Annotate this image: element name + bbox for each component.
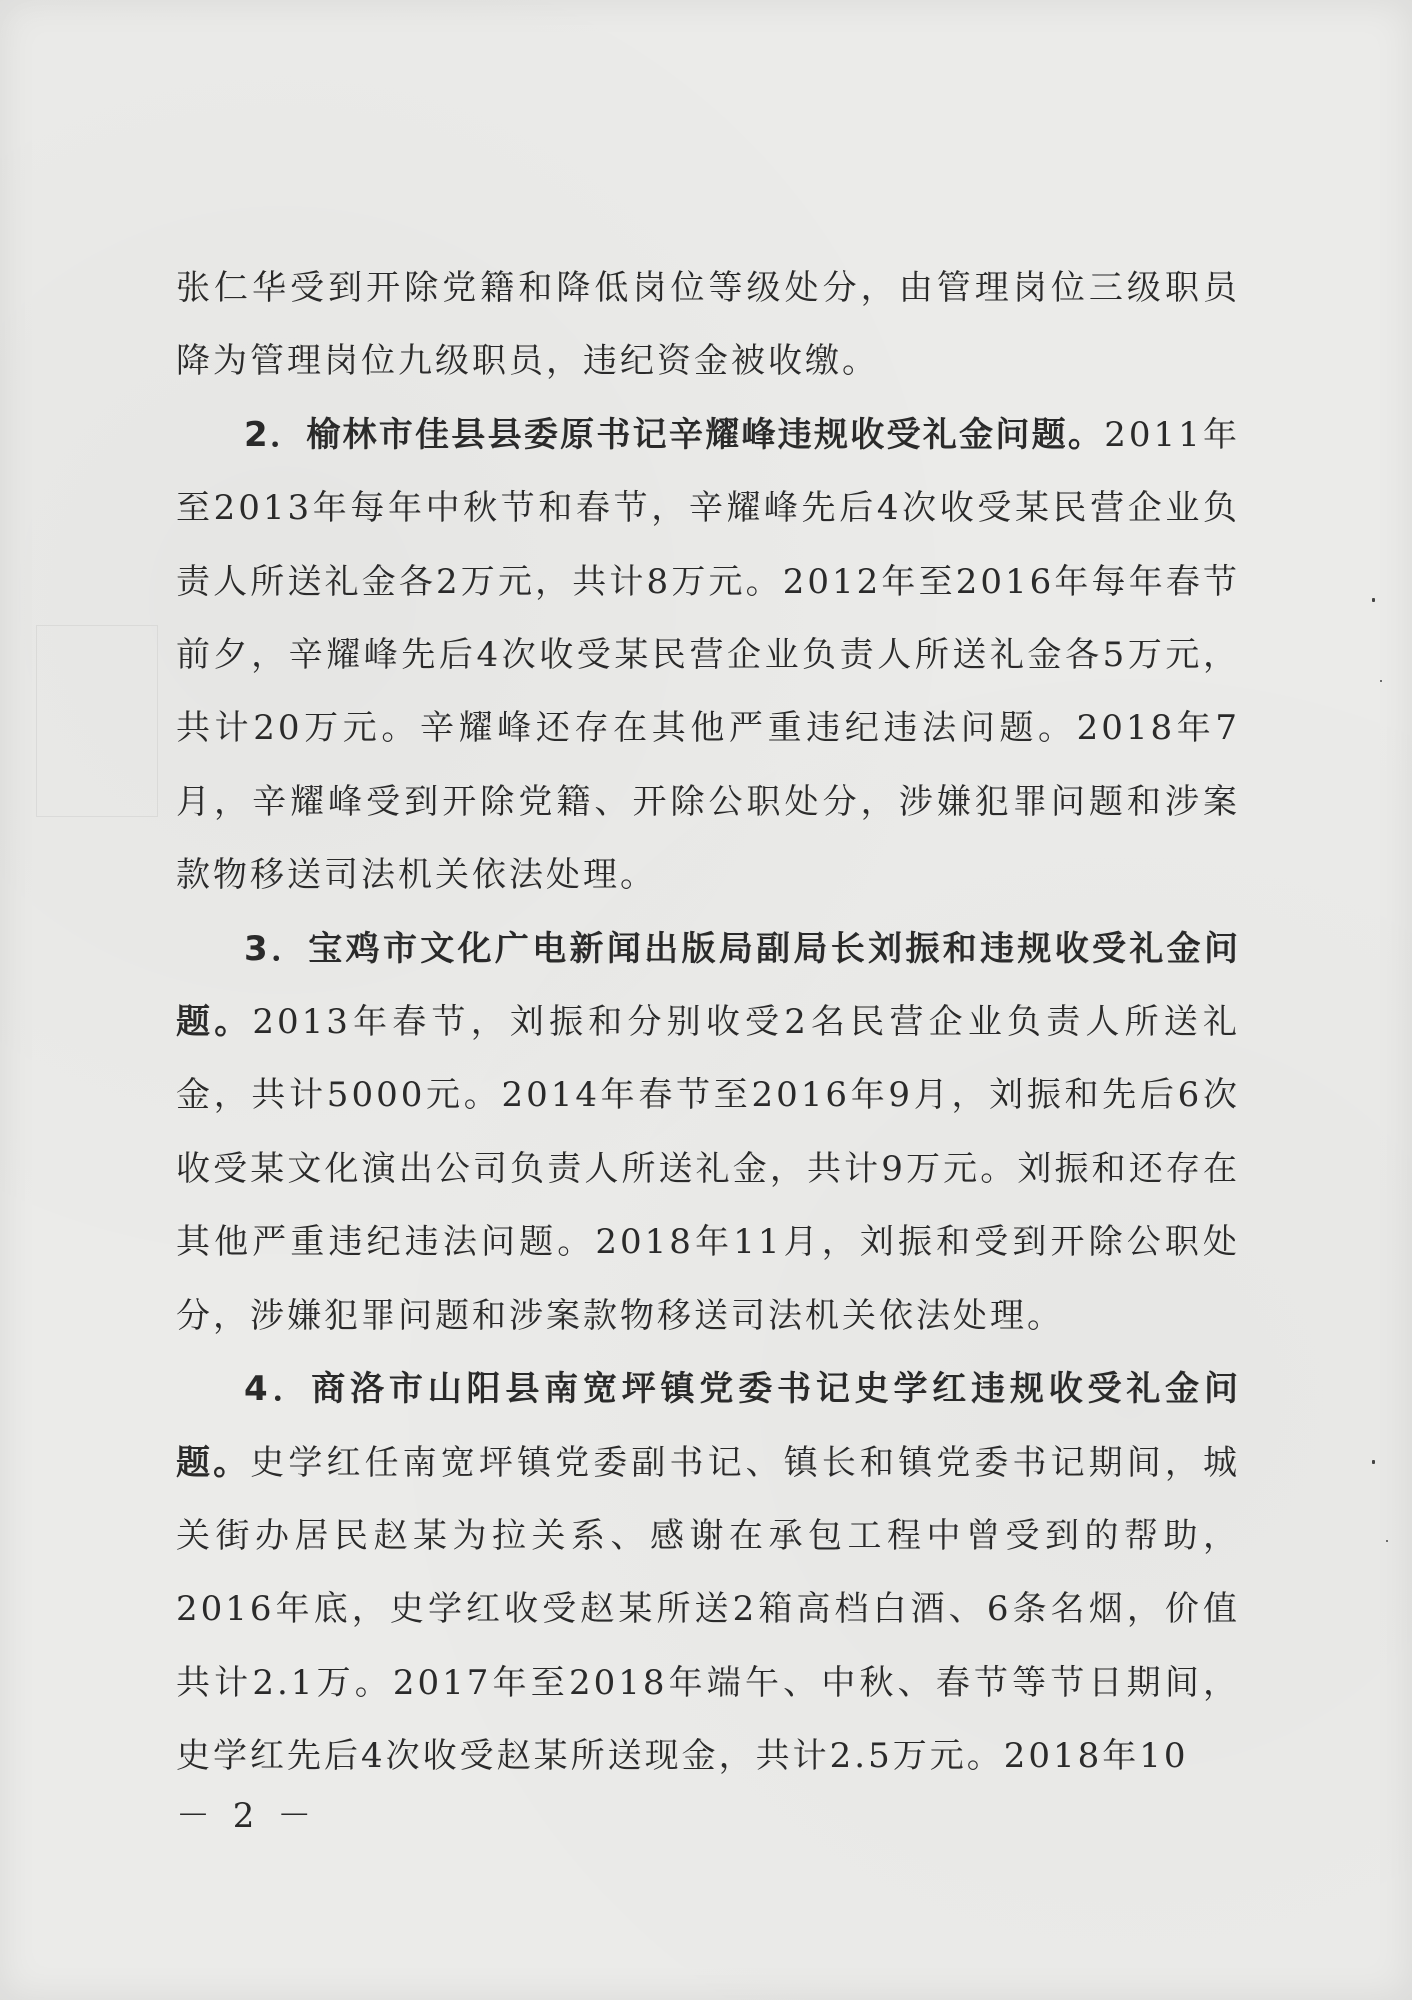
page-number: － 2 － [176,1796,318,1836]
paragraph-2-heading: 2．榆林市佳县县委原书记辛耀峰违规收受礼金问题。 [244,414,1105,455]
faint-stamp-mark [36,625,158,817]
paragraph-1 [176,252,1240,399]
paragraph-4-text: 史学红任南宽坪镇党委副书记、镇长和镇党委书记期间，城关街办居民赵某为拉关系、感谢在承包工程中曾受到的帮助，2016年底，史学红收受赵某所送2箱高档白酒、6条名烟，价值共计2.1万。2017年至2018年端午、中秋、春节等节日期间，史学红先后4次收受赵某所送现金，共计2.5万元。2018年10 [176,1442,1241,1777]
paragraph-3-heading: 3．宝鸡市文化广电新闻出版局副局长刘振和违规收受礼金问题。 [176,928,1240,1043]
paragraph-3 [176,913,1240,1353]
paragraph-4-heading: 4．商洛市山阳县南宽坪镇党委书记史学红违规收受礼金问题。 [176,1369,1240,1483]
paragraph-2 [176,399,1240,913]
scan-speck [1372,598,1375,602]
scan-speck [1386,1540,1388,1542]
paragraph-2-text: 2011年至2013年每年中秋节和春节，辛耀峰先后4次收受某民营企业负责人所送礼金各2万元，共计8万元。2012年至2016年每年春节前夕，辛耀峰先后4次收受某民营企业负责人所送礼金各5万元，共计20万元。辛耀峰还存在其他严重违纪违法问题。2018年7月，辛耀峰受到开除党籍、开除公职处分，涉嫌犯罪问题和涉案款物移送司法机关依法处理。 [176,414,1241,896]
paragraph-1-text: 张仁华受到开除党籍和降低岗位等级处分，由管理岗位三级职员降为管理岗位九级职员，违纪资金被收缴。 [176,268,1240,382]
scan-speck [1380,680,1382,682]
paragraph-3-text: 2013年春节，刘振和分别收受2名民营企业负责人所送礼金，共计5000元。2014年春节至2016年9月，刘振和先后6次收受某文化演出公司负责人所送礼金，共计9万元。刘振和还存在其他严重违纪违法问题。2018年11月，刘振和受到开除公职处分，涉嫌犯罪问题和涉案款物移送司法机关依法处理。 [176,1002,1240,1336]
document-body [176,252,1240,1794]
scan-speck [1372,1460,1375,1464]
paragraph-4 [176,1353,1240,1793]
